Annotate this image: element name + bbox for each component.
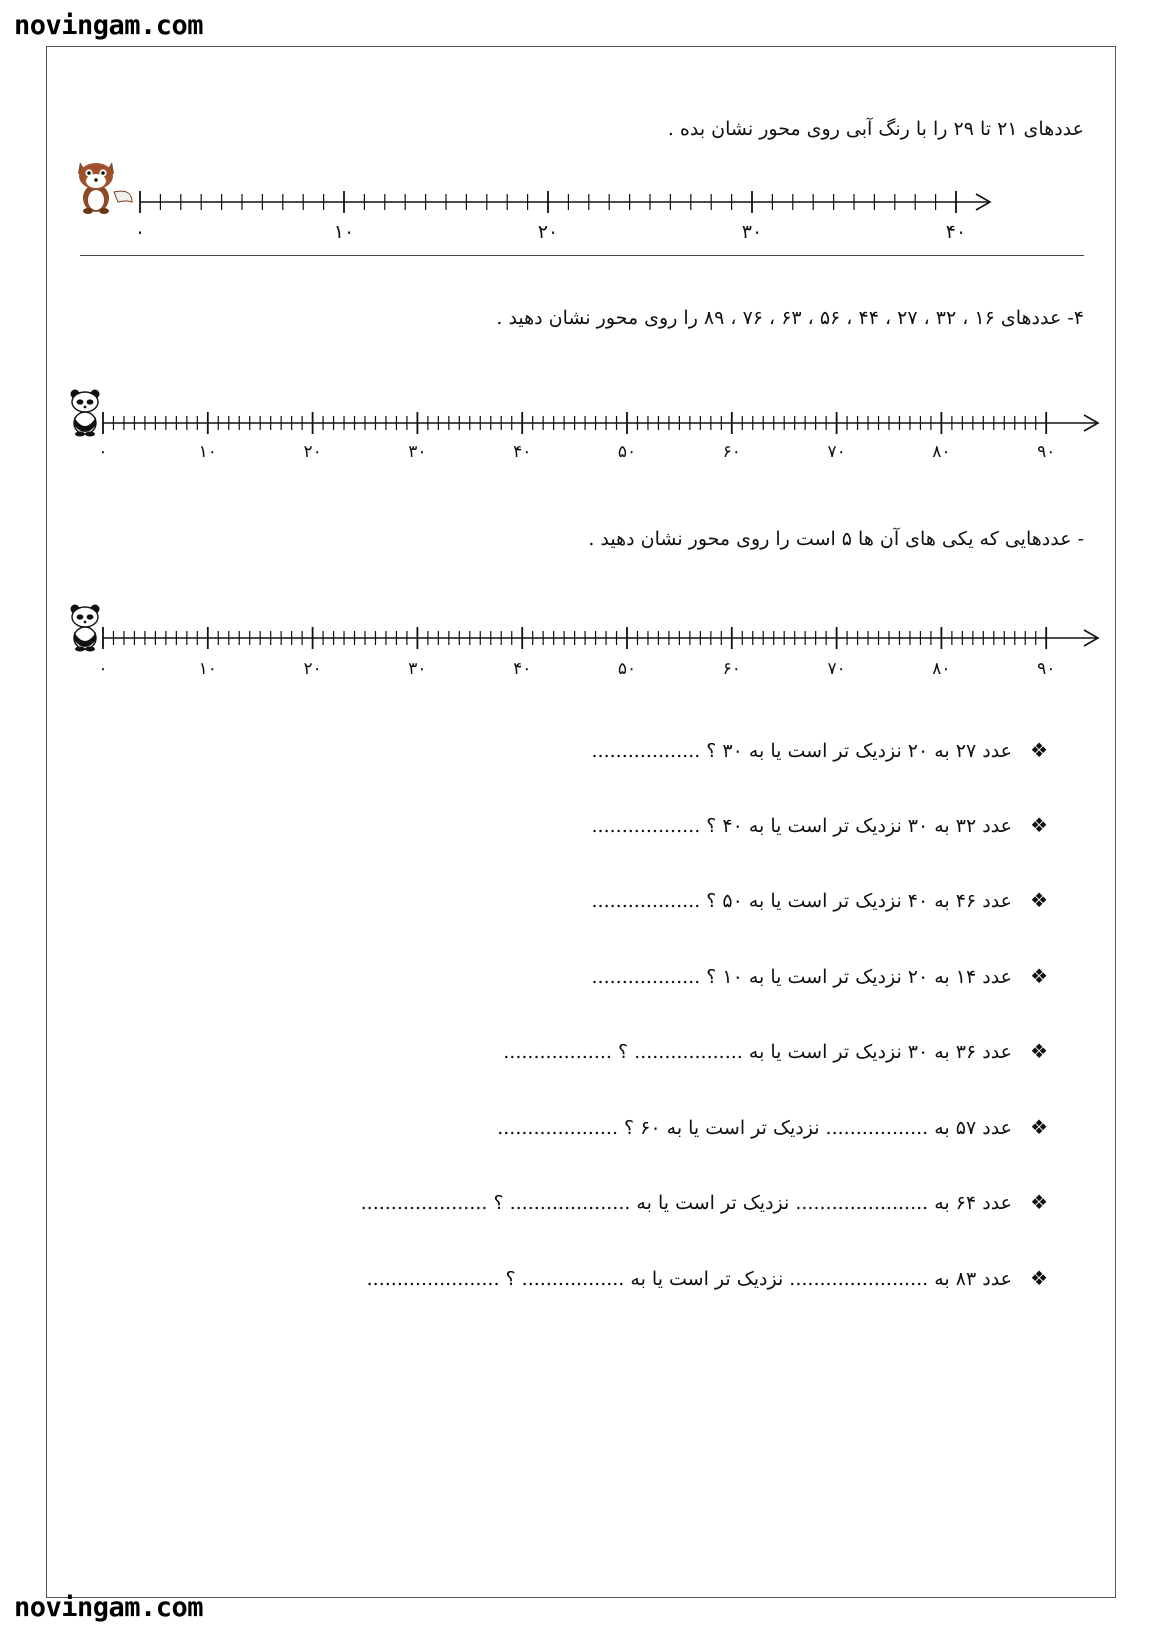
question-text: عدد ۶۴ به ...................... نزدیک تر است یا به .................... ؟ ..................... — [360, 1192, 1012, 1214]
question-text: عدد ۵۷ به ................. نزدیک تر است یا به ۶۰ ؟ .................... — [497, 1117, 1012, 1139]
axis-label: ۷۰ — [827, 659, 846, 679]
panda-icon — [71, 390, 100, 437]
diamond-bullet-icon: ❖ — [1030, 888, 1048, 912]
question-text: عدد ۲۷ به ۲۰ نزدیک تر است یا به ۳۰ ؟ .................. — [591, 740, 1012, 762]
axis-label: ۵۰ — [617, 659, 637, 679]
axis-label: ۱۰ — [198, 442, 217, 462]
axis-label: ۰ — [98, 659, 108, 679]
diamond-bullet-icon: ❖ — [1030, 1190, 1048, 1214]
axis-label: ۱۰ — [198, 659, 217, 679]
axis-label: ۸۰ — [932, 659, 951, 679]
number-line-0-40 — [0, 150, 1158, 250]
axis-label: ۳۰ — [408, 659, 427, 679]
axis-label: ۴۰ — [513, 659, 532, 679]
question-text: عدد ۱۴ به ۲۰ نزدیک تر است یا به ۱۰ ؟ .................. — [591, 966, 1012, 988]
axis-label: ۴۰ — [513, 442, 532, 462]
axis-label: ۱۰ — [333, 221, 355, 243]
axis-label: ۸۰ — [932, 442, 951, 462]
diamond-bullet-icon: ❖ — [1030, 1115, 1048, 1139]
question-text: عدد ۴۶ به ۴۰ نزدیک تر است یا به ۵۰ ؟ .................. — [591, 890, 1012, 912]
section-divider — [80, 255, 1084, 256]
number-line-0-90-b — [0, 602, 1158, 682]
question-item — [592, 738, 1048, 762]
diamond-bullet-icon: ❖ — [1030, 813, 1048, 837]
site-watermark-bottom: novingam.com — [14, 1592, 204, 1623]
diamond-bullet-icon: ❖ — [1030, 964, 1048, 988]
axis-label: ۲۰ — [303, 659, 322, 679]
number-line-0-90-a — [0, 385, 1158, 465]
axis-label: ۵۰ — [617, 442, 637, 462]
axis-label: ۹۰ — [1037, 442, 1056, 462]
question-text: عدد ۳۲ به ۳۰ نزدیک تر است یا به ۴۰ ؟ .................. — [591, 815, 1012, 837]
question-text: عدد ۳۶ به ۳۰ نزدیک تر است یا به .................. ؟ .................. — [503, 1041, 1012, 1063]
fox-icon — [78, 162, 132, 214]
diamond-bullet-icon: ❖ — [1030, 738, 1048, 762]
axis-label: ۲۰ — [537, 221, 559, 243]
axis-label: ۹۰ — [1037, 659, 1056, 679]
axis-label: ۶۰ — [722, 442, 741, 462]
instruction-1: عددهای ۲۱ تا ۲۹ را با رنگ آبی روی محور نشان بده . — [667, 118, 1084, 140]
question-item — [361, 1190, 1048, 1214]
question-item — [497, 1115, 1048, 1139]
axis-label: ۳۰ — [408, 442, 427, 462]
axis-label: ۴۰ — [945, 221, 967, 243]
site-watermark-top: novingam.com — [14, 10, 204, 41]
axis-label: ۶۰ — [722, 659, 741, 679]
axis-label: ۳۰ — [741, 221, 763, 243]
axis-label: ۰ — [98, 442, 108, 462]
question-text: عدد ۸۳ به ....................... نزدیک تر است یا به ................. ؟ ...................... — [366, 1268, 1012, 1290]
question-item — [592, 888, 1048, 912]
axis-label: ۰ — [134, 221, 146, 243]
diamond-bullet-icon: ❖ — [1030, 1039, 1048, 1063]
question-item — [503, 1039, 1048, 1063]
question-item — [592, 964, 1048, 988]
instruction-2: ۴- عددهای ۱۶ ، ۳۲ ، ۲۷ ، ۴۴ ، ۵۶ ، ۶۳ ، ۷۶ ، ۸۹ را روی محور نشان دهید . — [496, 307, 1084, 329]
axis-label: ۲۰ — [303, 442, 322, 462]
instruction-3: - عددهایی که یکی های آن ها ۵ است را روی محور نشان دهید . — [588, 528, 1084, 550]
axis-label: ۷۰ — [827, 442, 846, 462]
question-item — [367, 1266, 1048, 1290]
diamond-bullet-icon: ❖ — [1030, 1266, 1048, 1290]
question-item — [592, 813, 1048, 837]
panda-icon — [71, 605, 100, 652]
